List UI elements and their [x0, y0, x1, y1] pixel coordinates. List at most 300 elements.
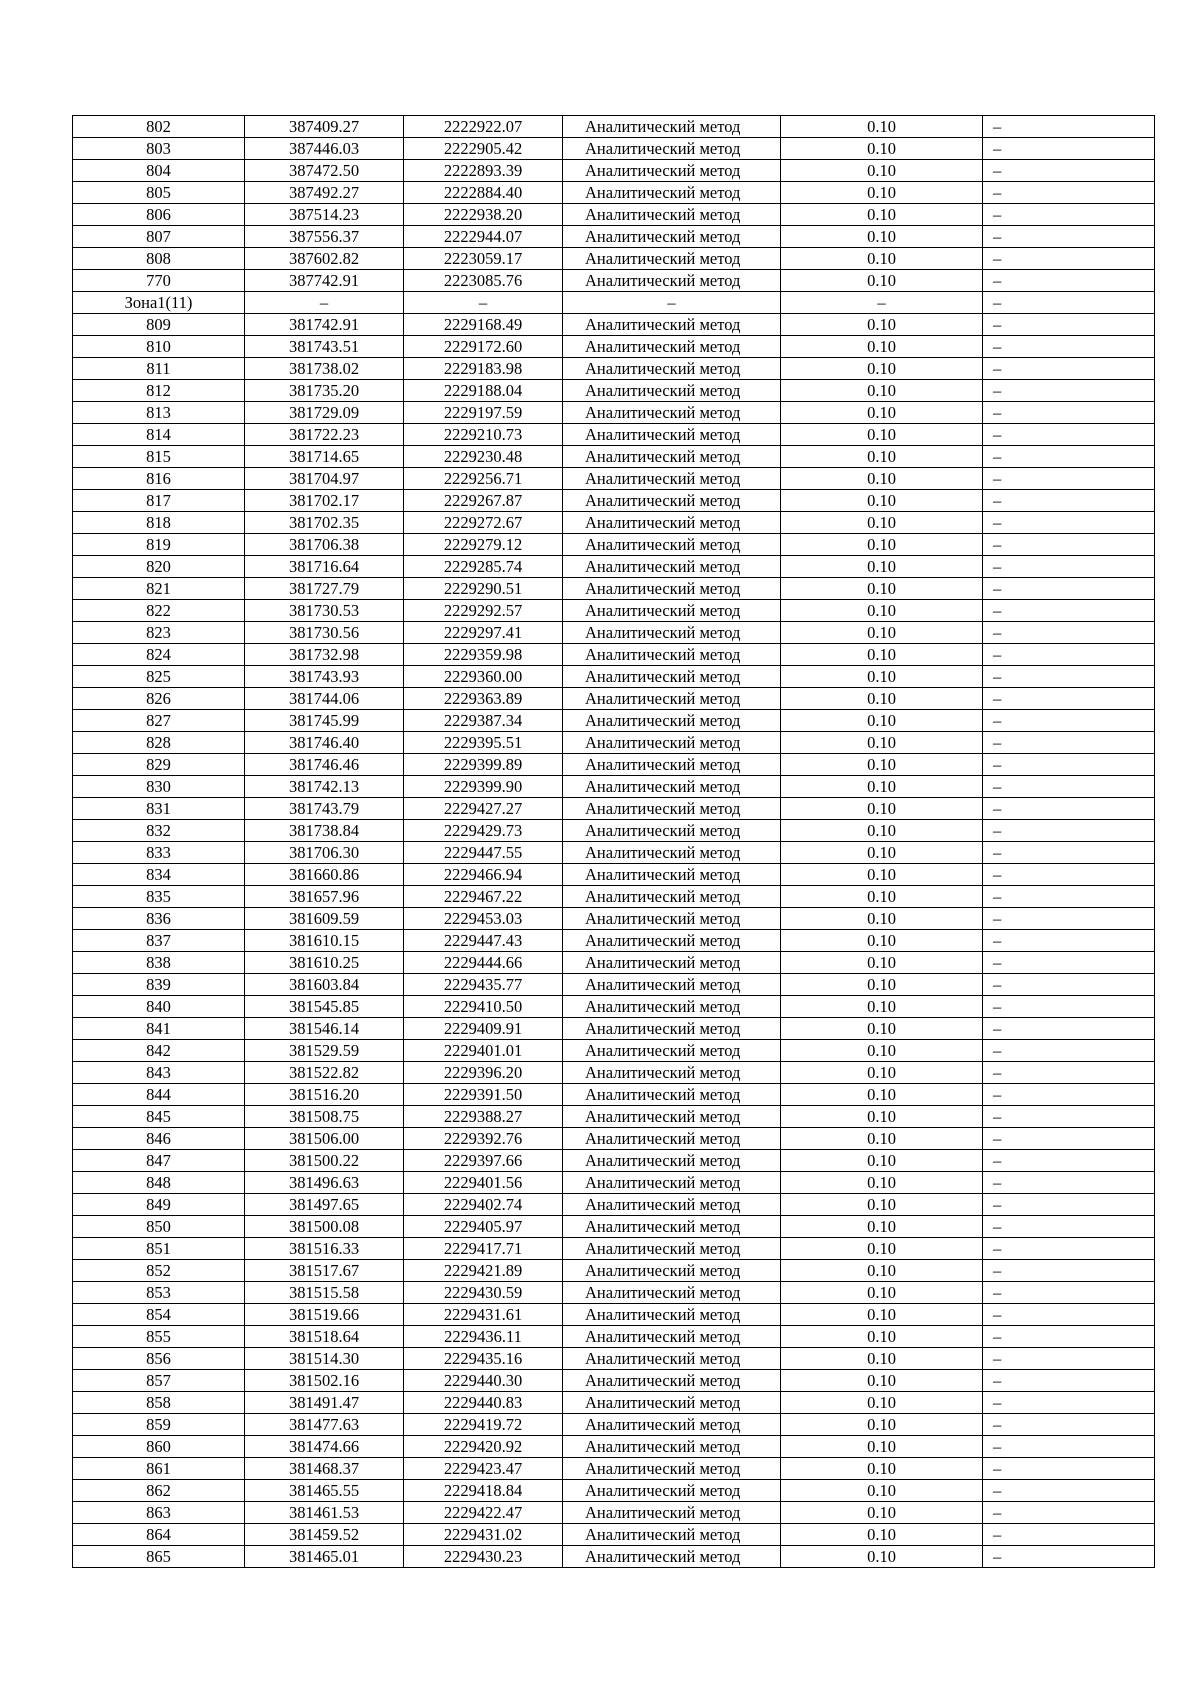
- cell-coord-x: 387446.03: [245, 138, 404, 160]
- table-row: [73, 336, 1155, 358]
- cell-coord-x: 381704.97: [245, 468, 404, 490]
- table-row: [73, 380, 1155, 402]
- cell-method: Аналитический метод: [563, 864, 781, 886]
- cell-coord-x: 381474.66: [245, 1436, 404, 1458]
- cell-coord-y: 2229466.94: [404, 864, 563, 886]
- cell-note: –: [983, 776, 1155, 798]
- cell-note: –: [983, 710, 1155, 732]
- cell-coord-y: 2222938.20: [404, 204, 563, 226]
- cell-coord-x: 381722.23: [245, 424, 404, 446]
- cell-point-number: 862: [73, 1480, 245, 1502]
- table-row: [73, 820, 1155, 842]
- cell-method: Аналитический метод: [563, 402, 781, 424]
- cell-point-number: 860: [73, 1436, 245, 1458]
- cell-note: –: [983, 490, 1155, 512]
- cell-coord-x: 381738.84: [245, 820, 404, 842]
- cell-coord-y: 2229290.51: [404, 578, 563, 600]
- cell-accuracy: 0.10: [781, 182, 983, 204]
- cell-point-number: 805: [73, 182, 245, 204]
- cell-coord-y: 2229210.73: [404, 424, 563, 446]
- cell-point-number: 808: [73, 248, 245, 270]
- cell-method: Аналитический метод: [563, 820, 781, 842]
- table-row: [73, 1018, 1155, 1040]
- cell-coord-x: 381660.86: [245, 864, 404, 886]
- cell-point-number: 864: [73, 1524, 245, 1546]
- cell-coord-x: 387742.91: [245, 270, 404, 292]
- cell-accuracy: 0.10: [781, 1062, 983, 1084]
- cell-method: Аналитический метод: [563, 1260, 781, 1282]
- cell-coord-x: 381610.25: [245, 952, 404, 974]
- cell-coord-x: 381502.16: [245, 1370, 404, 1392]
- cell-method: Аналитический метод: [563, 248, 781, 270]
- cell-coord-x: 381545.85: [245, 996, 404, 1018]
- cell-accuracy: 0.10: [781, 204, 983, 226]
- cell-point-number: 850: [73, 1216, 245, 1238]
- cell-note: –: [983, 1326, 1155, 1348]
- cell-coord-y: 2222884.40: [404, 182, 563, 204]
- cell-coord-x: 381742.13: [245, 776, 404, 798]
- cell-accuracy: 0.10: [781, 1546, 983, 1568]
- cell-point-number: 854: [73, 1304, 245, 1326]
- cell-method: Аналитический метод: [563, 182, 781, 204]
- cell-point-number: 809: [73, 314, 245, 336]
- cell-coord-y: 2229417.71: [404, 1238, 563, 1260]
- table-row: [73, 1128, 1155, 1150]
- cell-coord-y: 2229431.02: [404, 1524, 563, 1546]
- cell-coord-y: 2229429.73: [404, 820, 563, 842]
- cell-coord-x: 381546.14: [245, 1018, 404, 1040]
- cell-note: –: [983, 1128, 1155, 1150]
- cell-coord-y: 2229430.23: [404, 1546, 563, 1568]
- cell-method: Аналитический метод: [563, 1282, 781, 1304]
- cell-coord-x: 381515.58: [245, 1282, 404, 1304]
- cell-note: –: [983, 644, 1155, 666]
- cell-accuracy: 0.10: [781, 1414, 983, 1436]
- cell-coord-x: 387492.27: [245, 182, 404, 204]
- cell-coord-y: 2229440.30: [404, 1370, 563, 1392]
- cell-point-number: 815: [73, 446, 245, 468]
- cell-coord-x: 381610.15: [245, 930, 404, 952]
- cell-point-number: 839: [73, 974, 245, 996]
- cell-accuracy: 0.10: [781, 710, 983, 732]
- cell-coord-x: 381477.63: [245, 1414, 404, 1436]
- cell-coord-x: 381459.52: [245, 1524, 404, 1546]
- cell-point-number: 840: [73, 996, 245, 1018]
- cell-note: –: [983, 336, 1155, 358]
- cell-point-number: 841: [73, 1018, 245, 1040]
- cell-accuracy: 0.10: [781, 996, 983, 1018]
- cell-coord-x: 381500.22: [245, 1150, 404, 1172]
- cell-point-number: 824: [73, 644, 245, 666]
- table-row: [73, 512, 1155, 534]
- cell-coord-x: 381735.20: [245, 380, 404, 402]
- cell-note: –: [983, 798, 1155, 820]
- cell-coord-y: 2229391.50: [404, 1084, 563, 1106]
- cell-coord-x: 381506.00: [245, 1128, 404, 1150]
- cell-accuracy: 0.10: [781, 842, 983, 864]
- cell-method: Аналитический метод: [563, 1150, 781, 1172]
- cell-note: –: [983, 1018, 1155, 1040]
- cell-method: Аналитический метод: [563, 1062, 781, 1084]
- cell-point-number: 856: [73, 1348, 245, 1370]
- cell-note: –: [983, 578, 1155, 600]
- cell-accuracy: 0.10: [781, 358, 983, 380]
- cell-point-number: 843: [73, 1062, 245, 1084]
- cell-point-number: 836: [73, 908, 245, 930]
- cell-coord-x: 381497.65: [245, 1194, 404, 1216]
- cell-accuracy: 0.10: [781, 1216, 983, 1238]
- cell-note: –: [983, 226, 1155, 248]
- cell-accuracy: 0.10: [781, 138, 983, 160]
- cell-coord-y: 2229401.56: [404, 1172, 563, 1194]
- cell-point-number: 826: [73, 688, 245, 710]
- cell-point-number: 820: [73, 556, 245, 578]
- cell-coord-y: 2223059.17: [404, 248, 563, 270]
- cell-accuracy: 0.10: [781, 1392, 983, 1414]
- cell-accuracy: 0.10: [781, 1326, 983, 1348]
- cell-coord-x: 381727.79: [245, 578, 404, 600]
- cell-coord-x: 387556.37: [245, 226, 404, 248]
- cell-accuracy: 0.10: [781, 314, 983, 336]
- cell-note: –: [983, 1348, 1155, 1370]
- cell-point-number: Зона1(11): [73, 292, 245, 314]
- cell-coord-x: 381743.93: [245, 666, 404, 688]
- cell-coord-x: 381508.75: [245, 1106, 404, 1128]
- table-row: [73, 1172, 1155, 1194]
- cell-method: Аналитический метод: [563, 622, 781, 644]
- cell-method: Аналитический метод: [563, 1172, 781, 1194]
- cell-method: Аналитический метод: [563, 336, 781, 358]
- cell-note: –: [983, 1392, 1155, 1414]
- table-row: [73, 1524, 1155, 1546]
- cell-point-number: 859: [73, 1414, 245, 1436]
- cell-note: –: [983, 292, 1155, 314]
- cell-point-number: 845: [73, 1106, 245, 1128]
- cell-point-number: 831: [73, 798, 245, 820]
- cell-accuracy: 0.10: [781, 1370, 983, 1392]
- table-row: [73, 864, 1155, 886]
- cell-method: Аналитический метод: [563, 1480, 781, 1502]
- cell-method: Аналитический метод: [563, 842, 781, 864]
- cell-coord-y: –: [404, 292, 563, 314]
- coordinates-table-body: [73, 116, 1155, 1568]
- cell-coord-x: 381706.38: [245, 534, 404, 556]
- cell-coord-x: 381603.84: [245, 974, 404, 996]
- cell-coord-y: 2229230.48: [404, 446, 563, 468]
- cell-coord-x: 381743.51: [245, 336, 404, 358]
- cell-accuracy: 0.10: [781, 820, 983, 842]
- table-row: [73, 754, 1155, 776]
- cell-method: Аналитический метод: [563, 358, 781, 380]
- cell-note: –: [983, 622, 1155, 644]
- cell-method: Аналитический метод: [563, 1326, 781, 1348]
- cell-note: –: [983, 1546, 1155, 1568]
- cell-accuracy: 0.10: [781, 578, 983, 600]
- cell-note: –: [983, 446, 1155, 468]
- cell-note: –: [983, 1436, 1155, 1458]
- table-row: [73, 556, 1155, 578]
- cell-accuracy: 0.10: [781, 1282, 983, 1304]
- cell-method: Аналитический метод: [563, 1436, 781, 1458]
- cell-point-number: 842: [73, 1040, 245, 1062]
- cell-point-number: 802: [73, 116, 245, 138]
- cell-method: Аналитический метод: [563, 534, 781, 556]
- cell-method: Аналитический метод: [563, 908, 781, 930]
- cell-accuracy: 0.10: [781, 226, 983, 248]
- cell-coord-y: 2229256.71: [404, 468, 563, 490]
- cell-note: –: [983, 666, 1155, 688]
- cell-coord-x: 381702.35: [245, 512, 404, 534]
- cell-accuracy: 0.10: [781, 1458, 983, 1480]
- cell-coord-y: 2229427.27: [404, 798, 563, 820]
- cell-coord-x: 387472.50: [245, 160, 404, 182]
- cell-coord-y: 2229409.91: [404, 1018, 563, 1040]
- cell-point-number: 858: [73, 1392, 245, 1414]
- table-row: [73, 622, 1155, 644]
- cell-coord-y: 2229435.77: [404, 974, 563, 996]
- table-row: [73, 908, 1155, 930]
- cell-point-number: 770: [73, 270, 245, 292]
- cell-method: Аналитический метод: [563, 270, 781, 292]
- cell-coord-x: 381465.55: [245, 1480, 404, 1502]
- table-row: [73, 1436, 1155, 1458]
- cell-note: –: [983, 358, 1155, 380]
- cell-note: –: [983, 1502, 1155, 1524]
- cell-accuracy: 0.10: [781, 1260, 983, 1282]
- cell-method: Аналитический метод: [563, 1216, 781, 1238]
- cell-note: –: [983, 732, 1155, 754]
- cell-note: –: [983, 1040, 1155, 1062]
- cell-coord-x: 381746.40: [245, 732, 404, 754]
- cell-note: –: [983, 1172, 1155, 1194]
- cell-coord-x: 381468.37: [245, 1458, 404, 1480]
- cell-coord-y: 2229447.55: [404, 842, 563, 864]
- cell-coord-y: 2222893.39: [404, 160, 563, 182]
- cell-point-number: 848: [73, 1172, 245, 1194]
- cell-coord-y: 2229410.50: [404, 996, 563, 1018]
- cell-coord-x: 381738.02: [245, 358, 404, 380]
- cell-accuracy: 0.10: [781, 1348, 983, 1370]
- cell-method: Аналитический метод: [563, 666, 781, 688]
- cell-note: –: [983, 1370, 1155, 1392]
- cell-accuracy: 0.10: [781, 908, 983, 930]
- cell-method: Аналитический метод: [563, 578, 781, 600]
- cell-method: Аналитический метод: [563, 468, 781, 490]
- cell-method: Аналитический метод: [563, 424, 781, 446]
- cell-note: –: [983, 600, 1155, 622]
- table-row: [73, 182, 1155, 204]
- cell-point-number: 812: [73, 380, 245, 402]
- cell-method: Аналитический метод: [563, 688, 781, 710]
- cell-point-number: 853: [73, 1282, 245, 1304]
- cell-accuracy: 0.10: [781, 468, 983, 490]
- cell-coord-y: 2229397.66: [404, 1150, 563, 1172]
- cell-coord-x: 381461.53: [245, 1502, 404, 1524]
- cell-coord-y: 2229297.41: [404, 622, 563, 644]
- cell-method: Аналитический метод: [563, 1040, 781, 1062]
- cell-note: –: [983, 182, 1155, 204]
- cell-point-number: 827: [73, 710, 245, 732]
- cell-coord-y: 2229388.27: [404, 1106, 563, 1128]
- cell-point-number: 807: [73, 226, 245, 248]
- cell-coord-x: 381465.01: [245, 1546, 404, 1568]
- cell-point-number: 834: [73, 864, 245, 886]
- cell-method: Аналитический метод: [563, 204, 781, 226]
- cell-coord-x: 381496.63: [245, 1172, 404, 1194]
- table-row: [73, 1282, 1155, 1304]
- cell-point-number: 819: [73, 534, 245, 556]
- cell-note: –: [983, 952, 1155, 974]
- table-row: [73, 402, 1155, 424]
- table-row: [73, 1326, 1155, 1348]
- cell-accuracy: 0.10: [781, 402, 983, 424]
- cell-coord-y: 2229401.01: [404, 1040, 563, 1062]
- cell-coord-y: 2229183.98: [404, 358, 563, 380]
- cell-method: Аналитический метод: [563, 1194, 781, 1216]
- table-row: [73, 1238, 1155, 1260]
- cell-coord-y: 2229267.87: [404, 490, 563, 512]
- table-row: [73, 886, 1155, 908]
- cell-coord-y: 2229360.00: [404, 666, 563, 688]
- table-row: [73, 1040, 1155, 1062]
- cell-accuracy: –: [781, 292, 983, 314]
- cell-note: –: [983, 512, 1155, 534]
- cell-method: Аналитический метод: [563, 886, 781, 908]
- cell-accuracy: 0.10: [781, 380, 983, 402]
- cell-accuracy: 0.10: [781, 776, 983, 798]
- cell-point-number: 830: [73, 776, 245, 798]
- table-row: [73, 248, 1155, 270]
- cell-accuracy: 0.10: [781, 116, 983, 138]
- cell-method: Аналитический метод: [563, 710, 781, 732]
- cell-method: Аналитический метод: [563, 600, 781, 622]
- cell-accuracy: 0.10: [781, 1304, 983, 1326]
- cell-method: Аналитический метод: [563, 1524, 781, 1546]
- cell-coord-x: 381517.67: [245, 1260, 404, 1282]
- cell-note: –: [983, 468, 1155, 490]
- cell-coord-y: 2229396.20: [404, 1062, 563, 1084]
- cell-coord-y: 2229279.12: [404, 534, 563, 556]
- cell-note: –: [983, 974, 1155, 996]
- cell-method: Аналитический метод: [563, 116, 781, 138]
- cell-coord-y: 2229387.34: [404, 710, 563, 732]
- cell-point-number: 804: [73, 160, 245, 182]
- cell-accuracy: 0.10: [781, 1018, 983, 1040]
- cell-note: –: [983, 1084, 1155, 1106]
- cell-coord-x: 381518.64: [245, 1326, 404, 1348]
- cell-coord-x: 387514.23: [245, 204, 404, 226]
- table-row: [73, 314, 1155, 336]
- cell-note: –: [983, 930, 1155, 952]
- cell-point-number: 849: [73, 1194, 245, 1216]
- cell-point-number: 857: [73, 1370, 245, 1392]
- table-row: [73, 490, 1155, 512]
- cell-method: Аналитический метод: [563, 996, 781, 1018]
- cell-accuracy: 0.10: [781, 886, 983, 908]
- cell-coord-x: 381732.98: [245, 644, 404, 666]
- table-row: [73, 1392, 1155, 1414]
- cell-coord-x: 381657.96: [245, 886, 404, 908]
- table-row: [73, 1546, 1155, 1568]
- cell-accuracy: 0.10: [781, 754, 983, 776]
- cell-method: Аналитический метод: [563, 644, 781, 666]
- cell-coord-y: 2229423.47: [404, 1458, 563, 1480]
- cell-coord-x: 381706.30: [245, 842, 404, 864]
- cell-coord-y: 2229285.74: [404, 556, 563, 578]
- cell-method: Аналитический метод: [563, 490, 781, 512]
- table-row: [73, 644, 1155, 666]
- cell-point-number: 863: [73, 1502, 245, 1524]
- table-row: [73, 930, 1155, 952]
- cell-note: –: [983, 1282, 1155, 1304]
- table-row: [73, 1106, 1155, 1128]
- table-row: [73, 688, 1155, 710]
- cell-coord-y: 2229395.51: [404, 732, 563, 754]
- cell-note: –: [983, 1458, 1155, 1480]
- cell-accuracy: 0.10: [781, 1238, 983, 1260]
- cell-coord-x: 381744.06: [245, 688, 404, 710]
- cell-accuracy: 0.10: [781, 1040, 983, 1062]
- table-row: [73, 1414, 1155, 1436]
- cell-note: –: [983, 1524, 1155, 1546]
- cell-accuracy: 0.10: [781, 1084, 983, 1106]
- cell-coord-y: 2229168.49: [404, 314, 563, 336]
- cell-note: –: [983, 1260, 1155, 1282]
- cell-point-number: 821: [73, 578, 245, 600]
- table-row: [73, 424, 1155, 446]
- cell-coord-x: –: [245, 292, 404, 314]
- table-row: [73, 1216, 1155, 1238]
- table-row: [73, 1304, 1155, 1326]
- table-row: [73, 600, 1155, 622]
- table-row: [73, 204, 1155, 226]
- cell-method: Аналитический метод: [563, 1128, 781, 1150]
- cell-point-number: 847: [73, 1150, 245, 1172]
- cell-point-number: 835: [73, 886, 245, 908]
- cell-coord-x: 381746.46: [245, 754, 404, 776]
- cell-note: –: [983, 864, 1155, 886]
- cell-point-number: 823: [73, 622, 245, 644]
- table-row: [73, 468, 1155, 490]
- cell-note: –: [983, 886, 1155, 908]
- table-row: [73, 292, 1155, 314]
- cell-note: –: [983, 314, 1155, 336]
- table-row: [73, 776, 1155, 798]
- cell-note: –: [983, 754, 1155, 776]
- cell-coord-y: 2229453.03: [404, 908, 563, 930]
- cell-note: –: [983, 534, 1155, 556]
- cell-accuracy: 0.10: [781, 1194, 983, 1216]
- table-row: [73, 446, 1155, 468]
- cell-method: Аналитический метод: [563, 380, 781, 402]
- cell-point-number: 811: [73, 358, 245, 380]
- table-row: [73, 1480, 1155, 1502]
- cell-note: –: [983, 1414, 1155, 1436]
- cell-coord-y: 2229420.92: [404, 1436, 563, 1458]
- cell-point-number: 828: [73, 732, 245, 754]
- cell-accuracy: 0.10: [781, 952, 983, 974]
- cell-coord-y: 2229431.61: [404, 1304, 563, 1326]
- cell-point-number: 833: [73, 842, 245, 864]
- cell-point-number: 829: [73, 754, 245, 776]
- cell-point-number: 818: [73, 512, 245, 534]
- cell-accuracy: 0.10: [781, 248, 983, 270]
- cell-method: Аналитический метод: [563, 974, 781, 996]
- cell-method: Аналитический метод: [563, 138, 781, 160]
- cell-point-number: 851: [73, 1238, 245, 1260]
- cell-coord-x: 381529.59: [245, 1040, 404, 1062]
- cell-point-number: 846: [73, 1128, 245, 1150]
